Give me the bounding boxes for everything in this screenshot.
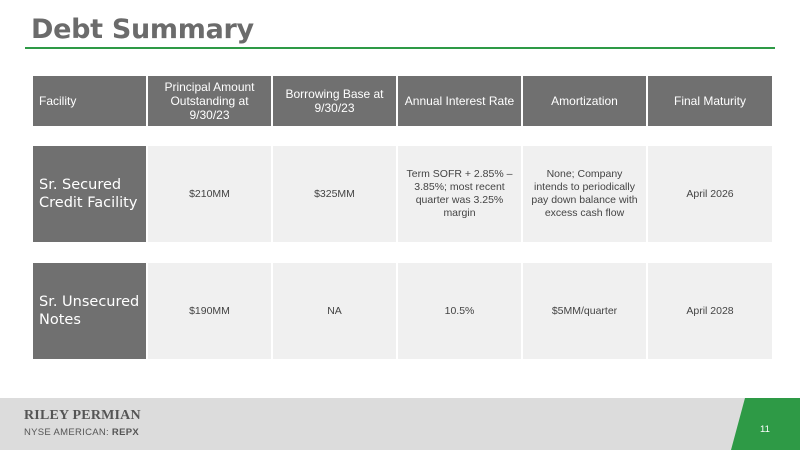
header-interest-rate: Annual Interest Rate [398, 76, 521, 126]
exchange-label: NYSE AMERICAN: [24, 427, 112, 438]
cell-amortization: None; Company intends to periodically pay down balance with excess cash flow [523, 146, 646, 242]
page-title: Debt Summary [31, 14, 254, 45]
header-principal-amount: Principal Amount Outstanding at 9/30/23 [148, 76, 271, 126]
ticker-symbol: REPX [111, 427, 139, 438]
table-row [33, 263, 772, 359]
company-name: RILEY PERMIAN [24, 408, 141, 423]
cell-borrowing-base: NA [273, 263, 396, 359]
table-header-row [33, 76, 772, 126]
cell-interest-rate: Term SOFR + 2.85% – 3.85%; most recent quarter was 3.25% margin [398, 146, 521, 242]
cell-amortization: $5MM/quarter [523, 263, 646, 359]
cell-borrowing-base: $325MM [273, 146, 396, 242]
cell-principal: $190MM [148, 263, 271, 359]
cell-interest-rate: 10.5% [398, 263, 521, 359]
header-borrowing-base: Borrowing Base at 9/30/23 [273, 76, 396, 126]
table-row [33, 146, 772, 242]
cell-principal: $210MM [148, 146, 271, 242]
cell-final-maturity: April 2026 [648, 146, 772, 242]
page-number: 11 [760, 424, 770, 435]
row-label: Sr. Unsecured Notes [33, 263, 146, 359]
row-label: Sr. Secured Credit Facility [33, 146, 146, 242]
header-final-maturity: Final Maturity [648, 76, 772, 126]
title-divider [25, 47, 775, 49]
stock-ticker [24, 427, 139, 438]
footer-bar [0, 398, 800, 450]
page-number-badge [745, 398, 800, 450]
cell-final-maturity: April 2028 [648, 263, 772, 359]
header-amortization: Amortization [523, 76, 646, 126]
header-facility: Facility [33, 76, 146, 126]
